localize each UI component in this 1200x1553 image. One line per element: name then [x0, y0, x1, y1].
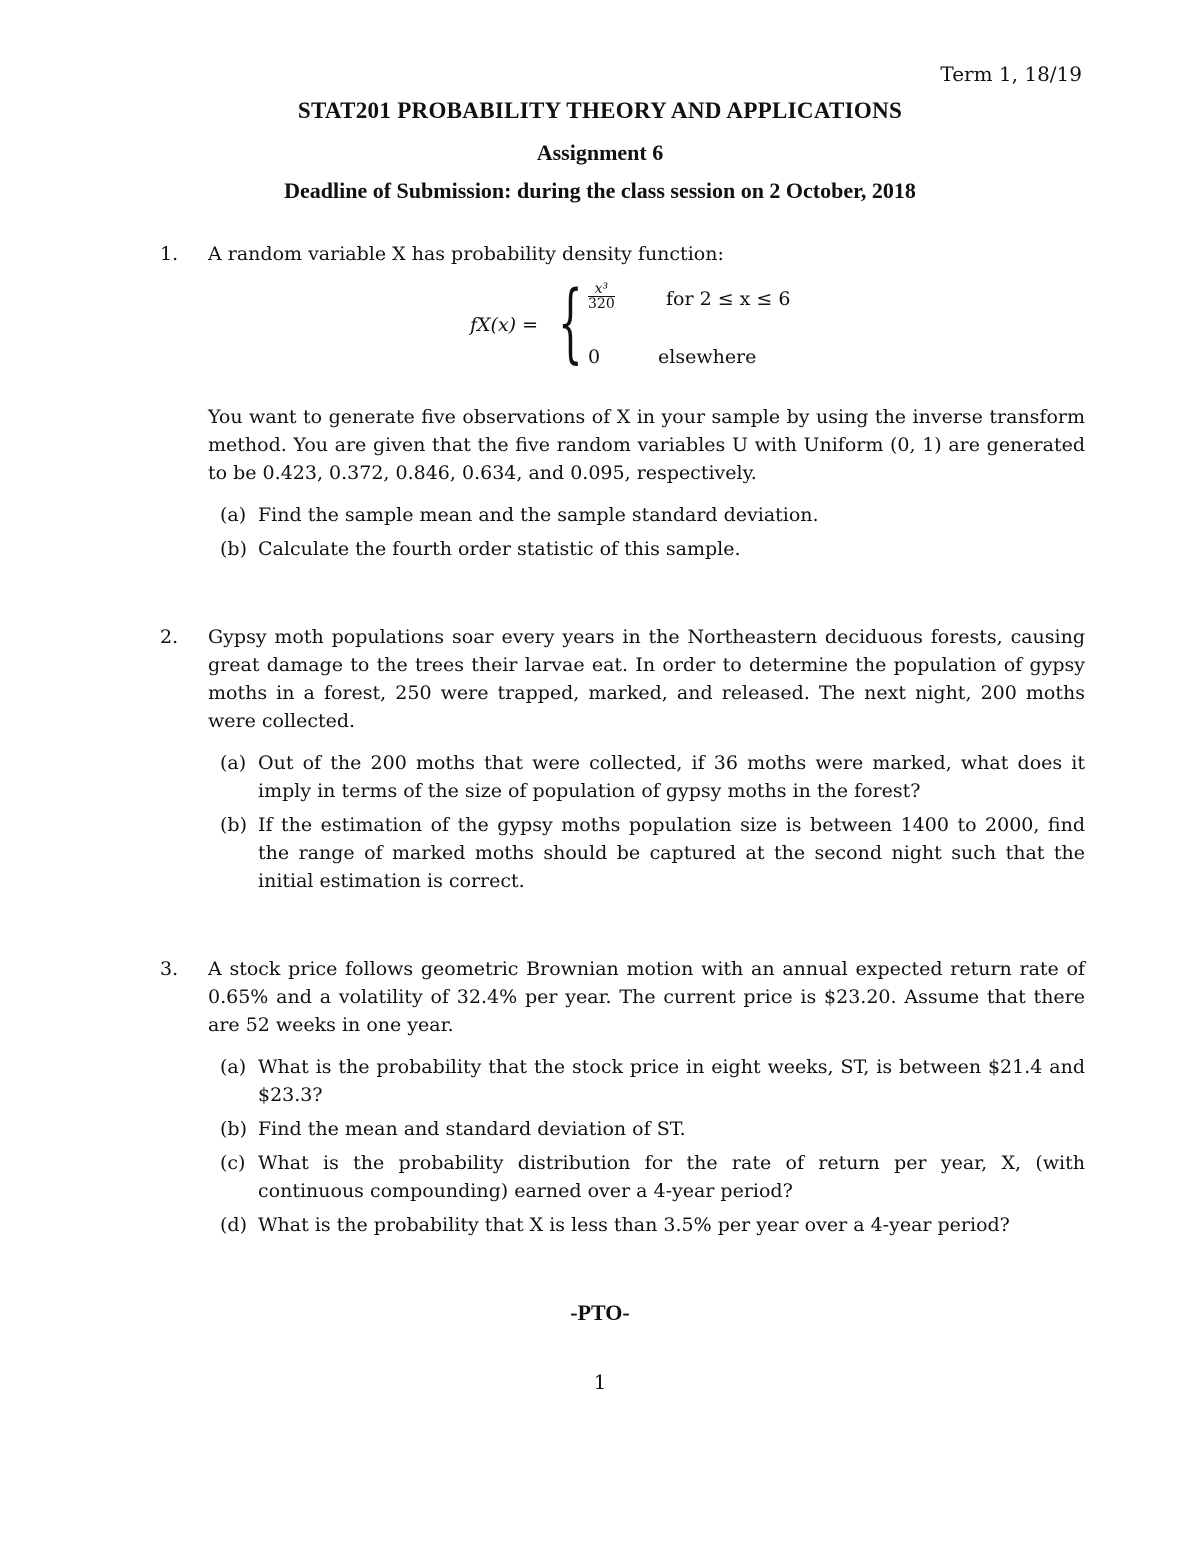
question-part	[208, 1149, 1085, 1205]
question-2	[160, 623, 1085, 895]
question-number: 3.	[160, 958, 179, 980]
assignment-title: Assignment 6	[536, 140, 664, 165]
formula-case-1: for 2 ≤ x ≤ 6	[666, 288, 791, 310]
question-part	[208, 501, 1085, 529]
term-label: Term 1, 18/19	[940, 62, 1082, 86]
part-label: (b)	[220, 538, 247, 560]
part-text: What is the probability distribution for the rate of return per year, X, (with continuous compounding) earned over a 4-year period?	[258, 1152, 1085, 1202]
part-label: (a)	[220, 1056, 247, 1078]
question-1	[160, 240, 1085, 268]
part-label: (a)	[220, 504, 247, 526]
left-brace: {	[558, 273, 583, 373]
question-number: 2.	[160, 626, 179, 648]
question-part	[208, 749, 1085, 805]
question-part	[208, 535, 1085, 563]
question-1-body	[160, 403, 1085, 563]
question-text: A stock price follows geometric Brownian motion with an annual expected return rate of 0.65% and a volatility of 32.4% per year. The current price is $23.20. Assume that there are 52 weeks in one year.	[208, 958, 1085, 1036]
part-text: Calculate the fourth order statistic of this sample.	[258, 538, 741, 560]
question-part	[208, 811, 1085, 895]
part-text: Out of the 200 moths that were collected, if 36 moths were marked, what does it imply in terms of the size of population of gypsy moths in the forest?	[258, 752, 1085, 802]
course-title: STAT201 PROBABILITY THEORY AND APPLICATIONS	[297, 98, 903, 123]
question-3	[160, 955, 1085, 1239]
part-text: What is the probability that X is less than 3.5% per year over a 4-year period?	[258, 1214, 1010, 1236]
formula-case-2: elsewhere	[658, 346, 757, 368]
part-label: (d)	[220, 1214, 247, 1236]
question-intro: A random variable X has probability density function:	[208, 243, 724, 265]
part-label: (c)	[220, 1152, 246, 1174]
formula-lhs: fX(x) =	[470, 314, 539, 336]
fraction-denominator: 320	[588, 296, 615, 312]
question-text: You want to generate five observations of X in your sample by using the inverse transform method. You are given that the five random variables U with Uniform (0, 1) are generated to be 0.423, 0.372, 0.846, 0.634, and 0.095, respectively.	[208, 406, 1085, 484]
part-text: Find the mean and standard deviation of ST.	[258, 1118, 686, 1140]
formula-fraction	[588, 282, 615, 311]
part-text: If the estimation of the gypsy moths population size is between 1400 to 2000, find the range of marked moths should be captured at the second night such that the initial estimation is correct.	[258, 814, 1085, 892]
part-label: (b)	[220, 814, 247, 836]
part-text: Find the sample mean and the sample standard deviation.	[258, 504, 819, 526]
question-number: 1.	[160, 243, 179, 265]
page-number: 1	[593, 1370, 607, 1394]
question-part	[208, 1211, 1085, 1239]
fraction-numerator: x³	[588, 282, 615, 297]
deadline-line: Deadline of Submission: during the class session on 2 October, 2018	[284, 178, 916, 203]
part-text: What is the probability that the stock price in eight weeks, ST, is between $21.4 and $23.3?	[258, 1056, 1085, 1106]
formula-zero: 0	[588, 346, 601, 368]
question-part	[208, 1115, 1085, 1143]
question-text: Gypsy moth populations soar every years in the Northeastern deciduous forests, causing great damage to the trees their larvae eat. In order to determine the population of gypsy moths in a forest, 250 were trapped, marked, and released. The next night, 200 moths were collected.	[208, 626, 1085, 732]
question-part	[208, 1053, 1085, 1109]
please-turn-over: -PTO-	[570, 1300, 630, 1325]
part-label: (a)	[220, 752, 247, 774]
pdf-formula	[470, 273, 830, 374]
part-label: (b)	[220, 1118, 247, 1140]
